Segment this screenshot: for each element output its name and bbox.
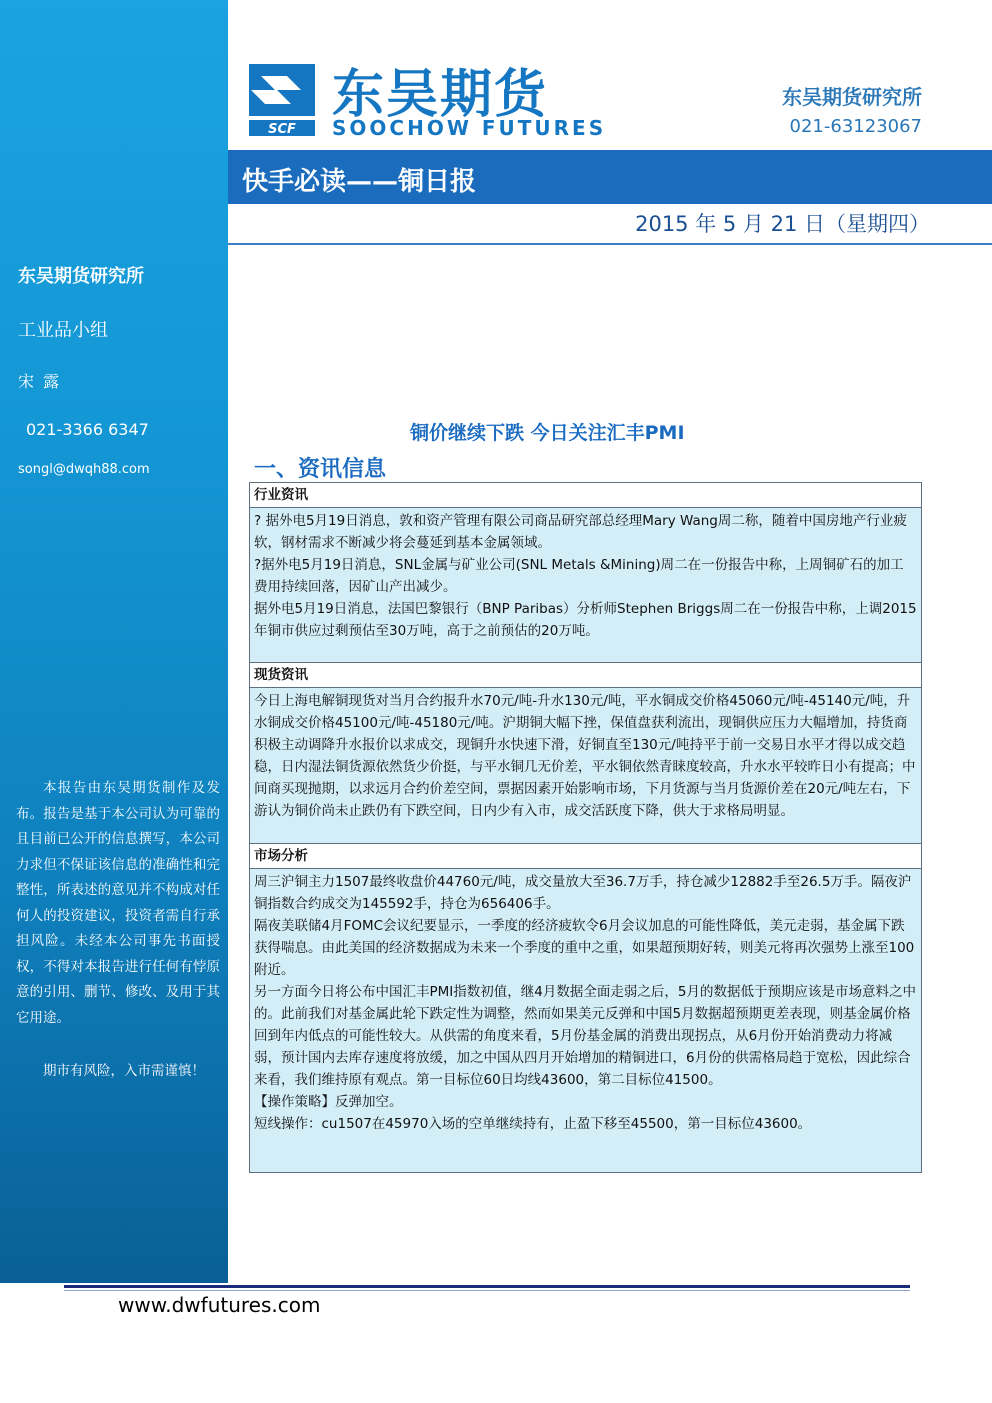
sidebar-group: 工业品小组 — [18, 320, 108, 341]
table-paragraph: ?据外电5月19日消息，SNL金属与矿业公司(SNL Metals &Mining)周二在一份报告中称，上周铜矿石的加工费用持续回落，因矿山产出减少。 — [254, 557, 904, 595]
table-paragraph: 周三沪铜主力1507最终收盘价44760元/吨，成交量放大至36.7万手，持仓减少12882手至26.5万手。隔夜沪铜指数合约成交为145592手，持仓为656406手。 — [254, 874, 912, 912]
table-paragraph: 【操作策略】反弹加空。 — [254, 1094, 403, 1110]
report-date: 2015 年 5 月 21 日（星期四） — [635, 212, 930, 236]
sidebar-org: 东吴期货研究所 — [18, 266, 144, 287]
info-table — [249, 482, 922, 1173]
brand-name-cn: 东吴期货 — [332, 65, 549, 125]
company-logo-icon — [247, 62, 317, 138]
table-header-market: 市场分析 — [250, 844, 921, 869]
header-phone: 021-63123067 — [789, 116, 922, 137]
sidebar-analyst: 宋 露 — [18, 372, 62, 391]
table-paragraph: ? 据外电5月19日消息，敦和资产管理有限公司商品研究部总经理Mary Wang周二称，随着中国房地产行业疲软，钢材需求不断减少将会蔓延到基本金属领域。 — [254, 513, 907, 551]
report-headline: 铜价继续下跌 今日关注汇丰PMI — [410, 422, 685, 444]
table-body-spot — [250, 688, 921, 844]
table-paragraph: 今日上海电解铜现货对当月合约报升水70元/吨-升水130元/吨，平水铜成交价格45060元/吨-45140元/吨，升水铜成交价格45100元/吨-45180元/吨。沪期铜大幅下挫，保值盘获利流出，现铜供应压力大幅增加，持货商积极主动调降升水报价以求成交，现铜升水快速下滑，好铜直至130元/吨持平于前一交易日水平才得以成交趋稳，日内湿法铜货源依然货少价挺，与平水铜几无价差，平水铜依然青睐度较高，升水水平较昨日小有提高；中间商买现抛期，以求远月合约价差空间，票据因素开始影响市场，下月货源与当月货源价差在20元/吨左右，下游认为铜价尚未止跌仍有下跌空间，日内少有入市，成交活跃度下降，供大于求格局明显。 — [254, 693, 916, 819]
table-header-industry: 行业资讯 — [250, 483, 921, 508]
sidebar-disclaimer: 本报告由东吴期货制作及发布。报告是基于本公司认为可靠的且目前已公开的信息撰写，本公司力求但不保证该信息的准确性和完整性，所表述的意见并不构成对任何人的投资建议，投资者需自行承担风险。未经本公司事先书面授权，不得对本报告进行任何有悖原意的引用、删节、修改、及用于其它用途。 — [16, 780, 220, 1026]
table-paragraph: 隔夜美联储4月FOMC会议纪要显示，一季度的经济疲软令6月会议加息的可能性降低，美元走弱，基金属下跌获得喘息。由此美国的经济数据成为未来一个季度的重中之重，如果超预期好转，则美元将再次强势上涨至100附近。 — [254, 918, 915, 978]
date-divider — [228, 243, 992, 245]
table-paragraph: 短线操作：cu1507在45970入场的空单继续持有，止盈下移至45500，第一目标位43600。 — [254, 1116, 812, 1132]
sidebar-email[interactable]: songl@dwqh88.com — [18, 462, 150, 477]
table-header-spot: 现货资讯 — [250, 663, 921, 688]
header-institute: 东吴期货研究所 — [782, 85, 922, 109]
table-paragraph: 另一方面今日将公布中国汇丰PMI指数初值，继4月数据全面走弱之后，5月的数据低于预期应该是市场意料之中的。此前我们对基金属此轮下跌定性为调整，然而如果美元反弹和中国5月数据超预期更差表现，则基金属价格回到年内低点的可能性较大。从供需的角度来看，5月份基金属的消费出现拐点，从6月份开始消费动力将减弱，预计国内去库存速度将放缓，加之中国从四月开始增加的精铜进口，6月份的供需格局趋于宽松，因此综合来看，我们维持原有观点。第一目标位60日均线43600，第二目标位41500。 — [254, 984, 916, 1088]
footer-rule-thin — [64, 1290, 910, 1291]
title-band — [228, 150, 992, 204]
sidebar-risk-warning: 期市有风险，入市需谨慎！ — [43, 1063, 205, 1079]
brand-name-en: SOOCHOW FUTURES — [332, 116, 607, 140]
footer-website-link[interactable]: www.dwfutures.com — [118, 1293, 321, 1317]
table-body-industry — [250, 508, 921, 663]
report-title: 快手必读——铜日报 — [242, 167, 477, 197]
table-paragraph: 据外电5月19日消息，法国巴黎银行（BNP Paribas）分析师Stephen Briggs周二在一份报告中称，上调2015年铜市供应过剩预估至30万吨，高于之前预估的20万吨。 — [254, 601, 917, 639]
table-body-market — [250, 869, 921, 1172]
sidebar — [0, 0, 228, 1283]
section-title: 一、资讯信息 — [254, 457, 387, 482]
footer-rule — [64, 1285, 910, 1288]
logo-abbr: SCF — [268, 122, 296, 137]
sidebar-phone: 021-3366 6347 — [26, 420, 149, 439]
